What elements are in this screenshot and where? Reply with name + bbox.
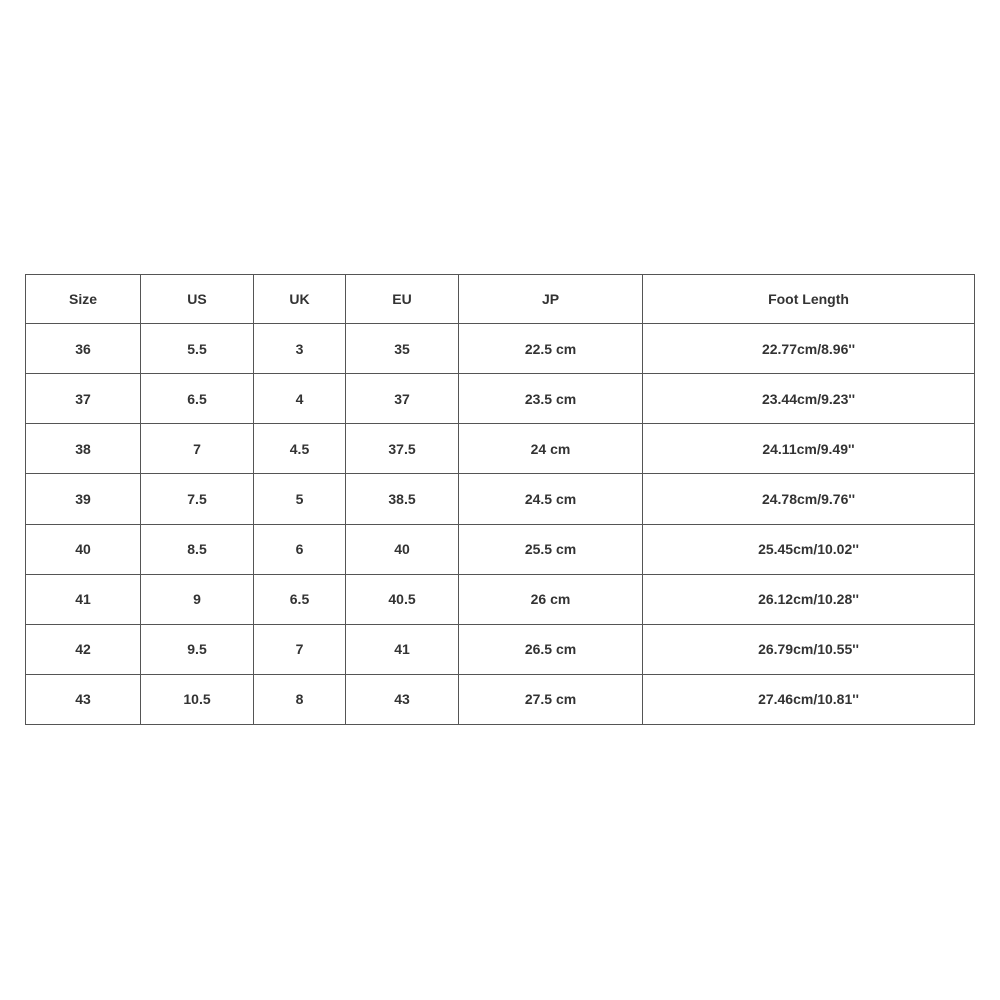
cell-size: 36 xyxy=(26,324,141,374)
cell-jp: 24 cm xyxy=(459,424,643,474)
header-size: Size xyxy=(26,275,141,324)
cell-jp: 24.5 cm xyxy=(459,474,643,524)
cell-eu: 38.5 xyxy=(346,474,459,524)
table-header xyxy=(26,275,975,324)
cell-us: 10.5 xyxy=(141,674,254,724)
cell-us: 9.5 xyxy=(141,624,254,674)
header-eu: EU xyxy=(346,275,459,324)
header-row xyxy=(26,275,975,324)
cell-foot-length: 24.78cm/9.76'' xyxy=(643,474,975,524)
cell-us: 7.5 xyxy=(141,474,254,524)
cell-foot-length: 24.11cm/9.49'' xyxy=(643,424,975,474)
header-foot-length: Foot Length xyxy=(643,275,975,324)
cell-size: 40 xyxy=(26,524,141,574)
cell-uk: 4.5 xyxy=(254,424,346,474)
cell-jp: 26.5 cm xyxy=(459,624,643,674)
cell-jp: 23.5 cm xyxy=(459,374,643,424)
cell-size: 42 xyxy=(26,624,141,674)
header-us: US xyxy=(141,275,254,324)
cell-eu: 41 xyxy=(346,624,459,674)
cell-jp: 25.5 cm xyxy=(459,524,643,574)
cell-foot-length: 27.46cm/10.81'' xyxy=(643,674,975,724)
cell-foot-length: 26.79cm/10.55'' xyxy=(643,624,975,674)
cell-eu: 37 xyxy=(346,374,459,424)
cell-eu: 40 xyxy=(346,524,459,574)
cell-jp: 27.5 cm xyxy=(459,674,643,724)
cell-us: 6.5 xyxy=(141,374,254,424)
header-jp: JP xyxy=(459,275,643,324)
cell-size: 39 xyxy=(26,474,141,524)
table-row xyxy=(26,624,975,674)
cell-size: 38 xyxy=(26,424,141,474)
cell-eu: 40.5 xyxy=(346,574,459,624)
cell-size: 43 xyxy=(26,674,141,724)
cell-uk: 5 xyxy=(254,474,346,524)
cell-us: 8.5 xyxy=(141,524,254,574)
cell-eu: 43 xyxy=(346,674,459,724)
cell-size: 37 xyxy=(26,374,141,424)
cell-uk: 6.5 xyxy=(254,574,346,624)
table-row xyxy=(26,324,975,374)
table-row xyxy=(26,574,975,624)
table-body xyxy=(26,324,975,725)
cell-jp: 26 cm xyxy=(459,574,643,624)
cell-us: 9 xyxy=(141,574,254,624)
cell-uk: 8 xyxy=(254,674,346,724)
table-row xyxy=(26,524,975,574)
cell-foot-length: 23.44cm/9.23'' xyxy=(643,374,975,424)
table-row xyxy=(26,424,975,474)
cell-foot-length: 25.45cm/10.02'' xyxy=(643,524,975,574)
cell-jp: 22.5 cm xyxy=(459,324,643,374)
cell-uk: 7 xyxy=(254,624,346,674)
cell-size: 41 xyxy=(26,574,141,624)
cell-us: 5.5 xyxy=(141,324,254,374)
cell-eu: 35 xyxy=(346,324,459,374)
cell-us: 7 xyxy=(141,424,254,474)
table-row xyxy=(26,374,975,424)
header-uk: UK xyxy=(254,275,346,324)
cell-uk: 4 xyxy=(254,374,346,424)
cell-eu: 37.5 xyxy=(346,424,459,474)
table-row xyxy=(26,474,975,524)
cell-foot-length: 26.12cm/10.28'' xyxy=(643,574,975,624)
size-chart-table xyxy=(25,274,975,725)
cell-uk: 6 xyxy=(254,524,346,574)
cell-foot-length: 22.77cm/8.96'' xyxy=(643,324,975,374)
table-row xyxy=(26,674,975,724)
cell-uk: 3 xyxy=(254,324,346,374)
